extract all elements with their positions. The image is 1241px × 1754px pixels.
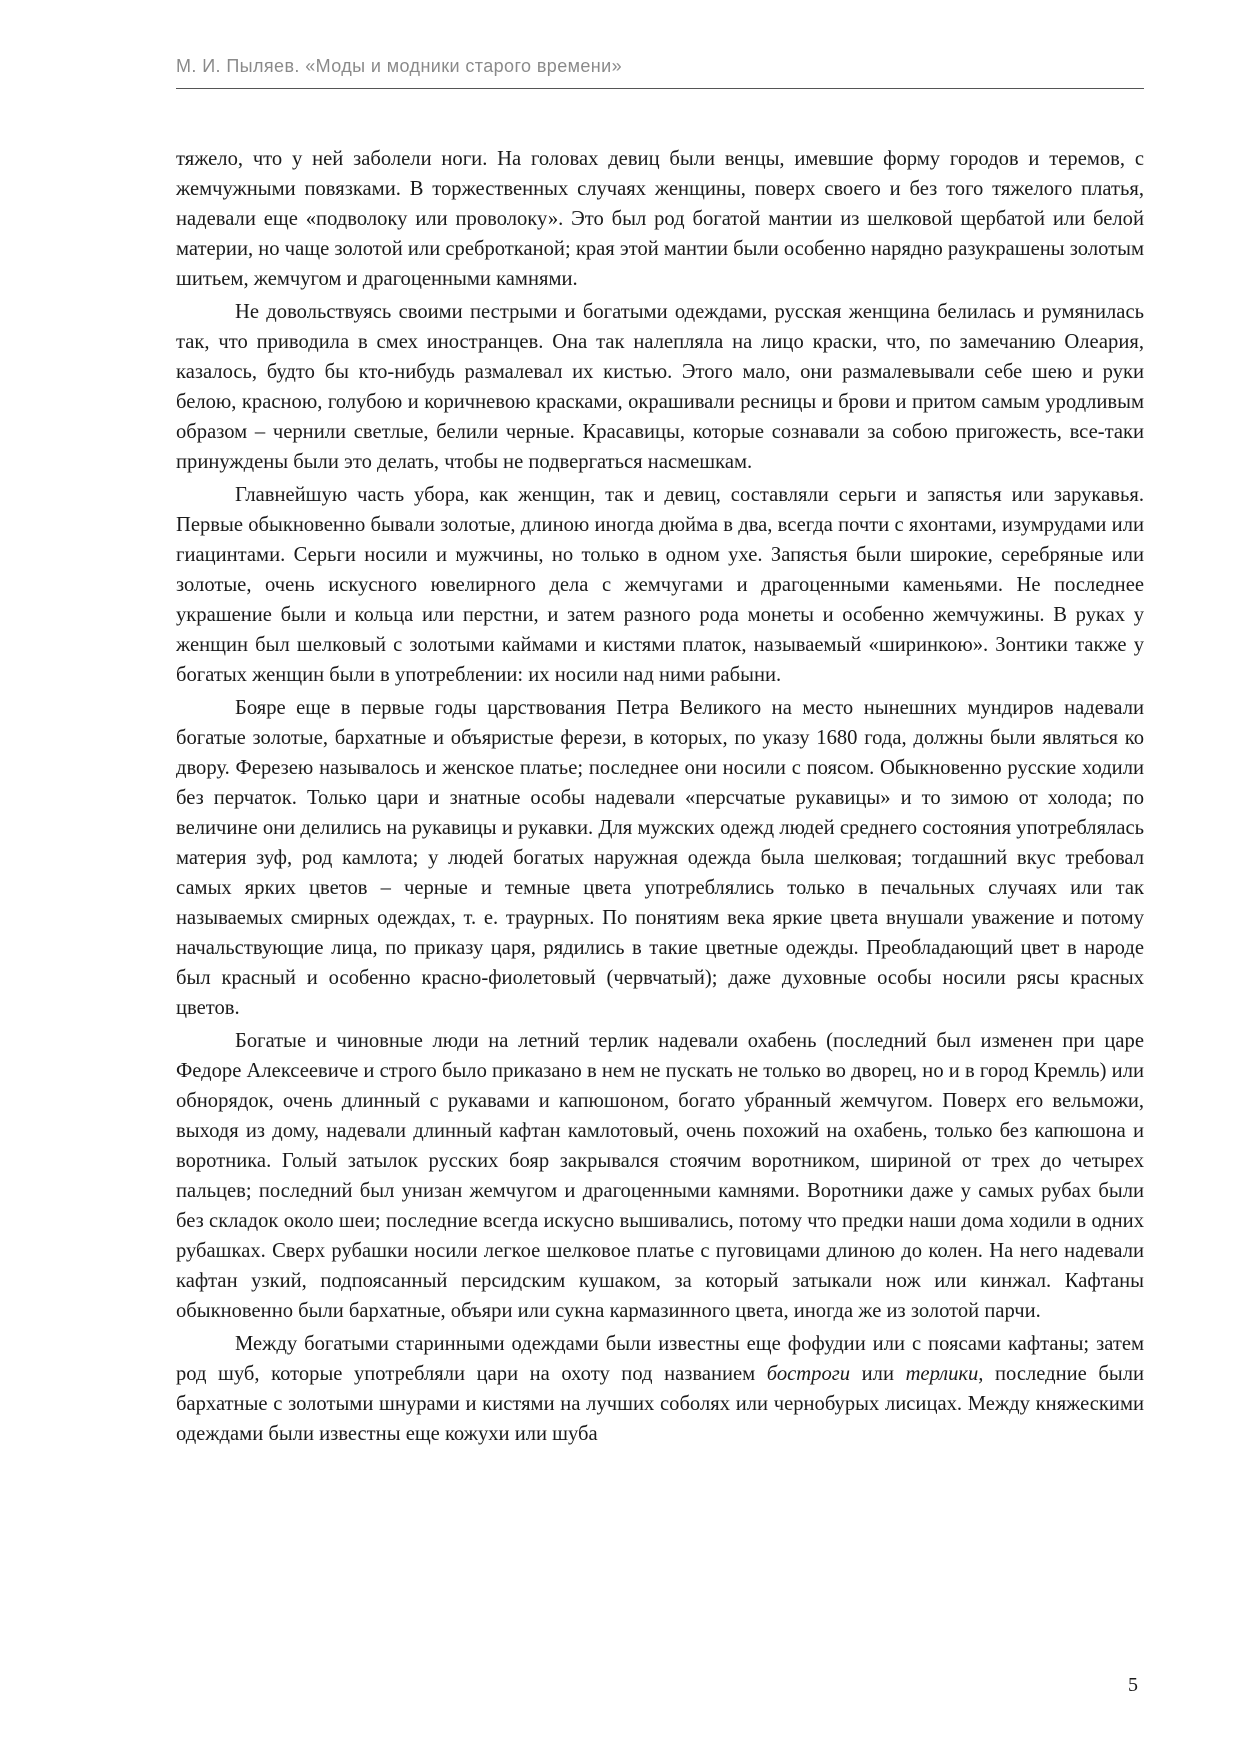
paragraph-2: Не довольствуясь своими пестрыми и богатыми одеждами, русская женщина белилась и румянилась так, что приводила в смех иностранцев. Она так налепляла на лицо краски, что, по замечанию Олеария, казалось, будто бы кто-нибудь размалевал их кистью. Этого мало, они размалевывали себе шею и руки белою, красною, голубою и коричневою красками, окрашивали ресницы и брови и притом самым уродливым образом – чернили светлые, белили черные. Красавицы, которые сознавали за собою пригожесть, все-таки принуждены были это делать, чтобы не подвергаться насмешкам. — [176, 301, 1144, 473]
running-header: М. И. Пыляев. «Моды и модники старого времени» — [176, 56, 623, 76]
term-bostrogi: бостроги — [766, 1363, 851, 1385]
paragraph-6-text-a: Между богатыми старинными одеждами были известны еще фофудии или с поясами кафтаны; затем род шуб, которые употребляли цари на охоту под названием — [176, 1333, 1144, 1385]
paragraph-1: тяжело, что у ней заболели ноги. На головах девиц были венцы, имевшие форму городов и теремов, с жемчужными повязками. В торжественных случаях женщины, поверх своего и без того тяжелого платья, надевали еще «подволоку или проволоку». Это был род богатой мантии из шелковой щербатой или белой материи, но чаще золотой или сребротканой; края этой мантии были особенно нарядно разукрашены золотым шитьем, жемчугом и драгоценными камнями. — [176, 148, 1144, 290]
paragraph-6-text-c: последние были бархатные с золотыми шнурами и кистями на лучших соболях или чернобурых лисицах. Между княжескими одеждами были известны еще кожухи или шуба — [176, 1363, 1144, 1445]
paragraph-4: Бояре еще в первые годы царствования Петра Великого на место нынешних мундиров надевали богатые золотые, бархатные и объяристые ферези, в которых, по указу 1680 года, должны были являться ко двору. Ферезею называлось и женское платье; последнее они носили с поясом. Обыкновенно русские ходили без перчаток. Только цари и знатные особы надевали «персчатые рукавицы» и то зимою от холода; по величине они делились на рукавицы и рукавки. Для мужских одежд людей среднего состояния употреблялась материя зуф, род камлота; у людей богатых наружная одежда была шелковая; тогдашний вкус требовал самых ярких цветов – черные и темные цвета употреблялись только в печальных случаях или так называемых смирных одеждах, т. е. траурных. По понятиям века яркие цвета внушали уважение и потому начальствующие лица, по приказу царя, рядились в такие цветные одежды. Преобладающий цвет в народе был красный и особенно красно-фиолетовый (червчатый); даже духовные особы носили рясы красных цветов. — [176, 697, 1144, 1019]
paragraph-5: Богатые и чиновные люди на летний терлик надевали охабень (последний был изменен при царе Федоре Алексеевиче и строго было приказано в нем не пускать не только во дворец, но и в город Кремль) или обнорядок, очень длинный с рукавами и капюшоном, богато убранный жемчугом. Поверх его вельможи, выходя из дому, надевали длинный кафтан камлотовый, очень похожий на охабень, только без капюшона и воротника. Голый затылок русских бояр закрывался стоячим воротником, шириной от трех до четырех пальцев; последний был унизан жемчугом и драгоценными камнями. Воротники даже у самых рубах были без складок около шеи; последние всегда искусно вышивались, потому что предки наши дома ходили в одних рубашках. Сверх рубашки носили легкое шелковое платье с пуговицами длиною до колен. На него надевали кафтан узкий, подпоясанный персидским кушаком, за который затыкали нож или кинжал. Кафтаны обыкновенно были бархатные, объяри или сукна кармазинного цвета, иногда же из золотой парчи. — [176, 1030, 1144, 1322]
header-divider — [176, 88, 1144, 89]
page-number: 5 — [1128, 1674, 1138, 1696]
paragraph-6 — [176, 1329, 1144, 1449]
term-terliki: терлики, — [905, 1363, 984, 1385]
paragraph-6-text-b: или — [850, 1363, 906, 1385]
body-text — [176, 144, 1144, 1449]
paragraph-3: Главнейшую часть убора, как женщин, так и девиц, составляли серьги и запястья или зарукавья. Первые обыкновенно бывали золотые, длиною иногда дюйма в два, всегда почти с яхонтами, изумрудами или гиацинтами. Серьги носили и мужчины, но только в одном ухе. Запястья были широкие, серебряные или золотые, очень искусного ювелирного дела с жемчугами и драгоценными каменьями. Не последнее украшение были и кольца или перстни, и затем разного рода монеты и особенно жемчужины. В руках у женщин был шелковый с золотыми каймами и кистями платок, называемый «ширинкою». Зонтики также у богатых женщин были в употреблении: их носили над ними рабыни. — [176, 484, 1144, 686]
